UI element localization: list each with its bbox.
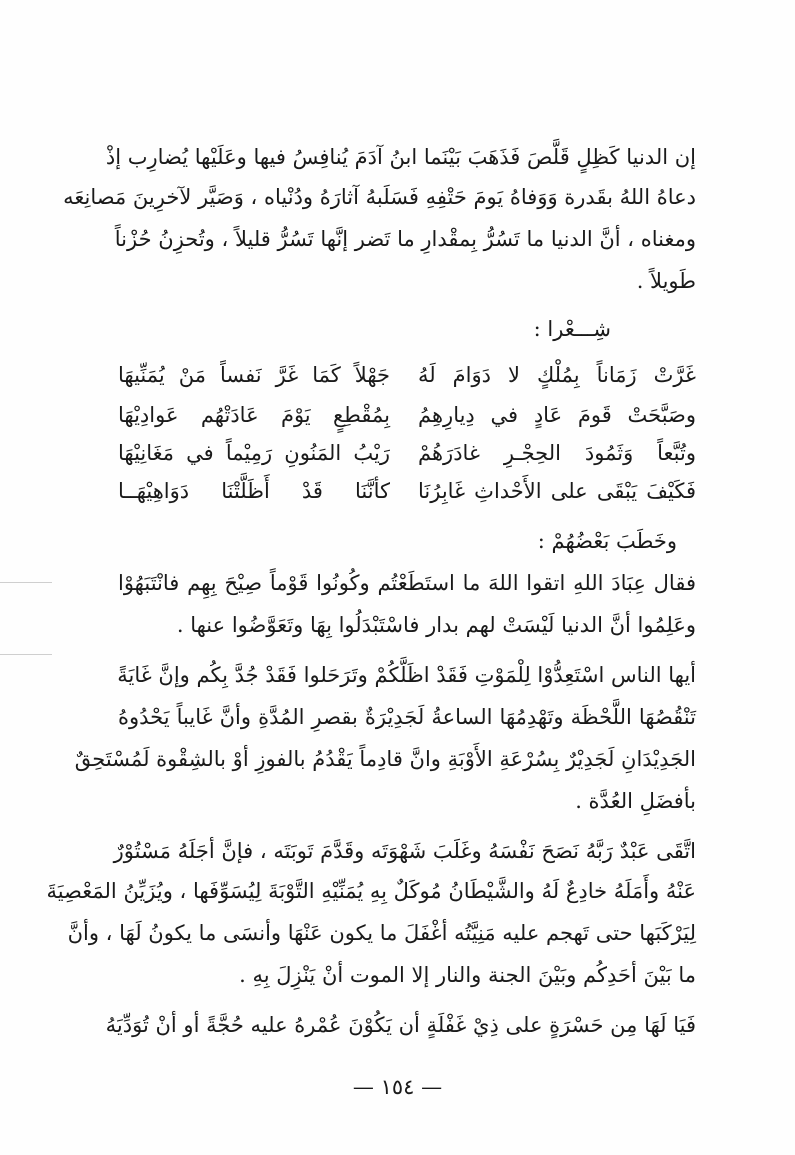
text-line: ومغناه ، أنَّ الدنيا ما تَسُرُّ بِمقْدارِ ما تَضر إنَّها تَسُرُّ قليلاً ، وتُحزِنُ حُزْناً: [114, 227, 696, 251]
poem-heading: شِـــعْرا :: [533, 317, 611, 341]
text-line: فَيَا لَهَا مِن حَسْرَةٍ على ذِيْ غَفْلَةٍ أن يَكُوْنَ عُمْرهُ عليه حُجَّةً أو أنْ تُوَدِّيَهُ: [105, 1013, 696, 1037]
scan-mark: [0, 654, 52, 655]
text-line: اتَّقَى عَبْدٌ رَبَّهُ نَصَحَ نَفْسَهُ وغَلَبَ شَهْوَتَه وقَدَّمَ تَوبَتَه ، فإنَّ أجَلَهُ مَسْتُوْرٌ: [113, 839, 696, 863]
verse-second-hemistich: بِمُقْطِعٍ يَوْمَ عَادَتْهُم عَوادِيْهَا: [118, 403, 390, 427]
verse-first-hemistich: وصَبَّحَتْ قَومَ عَادٍ في دِيارِهِمُ: [418, 403, 696, 427]
text-line: إن الدنيا كَظِلٍ قَلَّصَ فَذَهَبَ بَيْنَما ابنُ آدَمَ يُنافِسُ فيها وعَلَيْها يُضارِب إذْ: [105, 145, 696, 169]
verse-first-hemistich: غَرَّتْ زَمَاناً بِمُلْكٍ لا دَوَامَ لَهُ: [418, 363, 696, 387]
text-line: طَويلاً .: [636, 269, 696, 293]
text-line: وعَلِمُوا أنَّ الدنيا لَيْسَتْ لهم بدار فاسْتَبْدَلُوا بِهَا وتَعَوَّضُوا عنها .: [176, 613, 696, 637]
verse-second-hemistich: جَهْلاً كَمَا غَرَّ نَفساً مَنْ يُمَنِّيهَا: [118, 363, 390, 387]
text-line: ما بَيْنَ أحَدِكُم وبَيْنَ الجنة والنار إلا الموت أنْ يَنْزِلَ بِهِ .: [239, 963, 696, 987]
verse-first-hemistich: فَكَيْفَ يَبْقَى على الأَحْداثِ غَابِرُنَا: [418, 479, 696, 503]
text-line: عَنْهُ وأَمَلَهُ خادِعٌ لَهُ والشَّيْطَانُ مُوكَلٌ بِهِ يُمَنِّيْهِ التَّوْبَةَ لِيُسَوِّفَها ، ويُزَيِّنُ المَعْصِيَةَ: [46, 879, 696, 903]
text-line: فقال عِبَادَ اللهِ اتقوا اللهَ ما استَطَعْتُم وكُونُوا قَوْماً صِيْحَ بِهِم فانْتَبَهُوْا: [118, 571, 696, 595]
text-line: دعاهُ اللهُ بقَدرة وَوَفاهُ يَومَ حَتْفِهِ فَسَلَبهُ آثارَهُ ودُنْياه ، وَصَيَّر لآخرِينَ مَصانِعَه: [63, 185, 696, 209]
text-line: بأفضَلِ العُدَّة .: [575, 789, 696, 813]
text-line: لِيَرْكَبَها حتى تَهجم عليه مَنِيَّتُه أغْفَلَ ما يكون عَنْهَا وأنسَى ما يكونُ لَهَا ، وأنَّ: [67, 921, 696, 945]
text-line: تَنْقُصُهَا اللَّحْظَة وتَهْدِمُهَا الساعةُ لَجَدِيْرَةٌ بقصرِ المُدَّةِ وأنَّ غَايباً يَحْدُوهُ: [118, 705, 696, 729]
verse-first-hemistich: وتُبَّعاً وَثَمُودَ الحِجْـرِ غادَرَهُمْ: [418, 441, 696, 465]
text-line: الجَدِيْدَانِ لَجَدِيْرٌ بِسُرْعَةِ الأَوْبَةِ وانَّ قادِماً يَقْدُمُ بالفوزِ أوْ بالشِقْوة لَمُسْتَحِقٌ: [74, 747, 696, 771]
verse-second-hemistich: رَيْبُ المَنُونِ رَمِيْماً في مَغَانِيْهَا: [118, 441, 390, 465]
section-heading: وخَطَبَ بَعْضُهُمْ :: [537, 529, 677, 553]
verse-second-hemistich: كأنَّنَا قَدْ أَظَلَّتْنَا دَوَاهِيْهَــا: [118, 479, 390, 503]
text-line: أيها الناس اسْتَعِدُّوْا لِلْمَوْتِ فَقَدْ اظَلَّكُمْ وتَرَحَلوا فَقَدْ جُدَّ بِكُم وإنَّ غَايَةً: [117, 663, 696, 687]
scan-mark: [0, 582, 52, 583]
page-number: — ١٥٤ —: [352, 1075, 443, 1099]
